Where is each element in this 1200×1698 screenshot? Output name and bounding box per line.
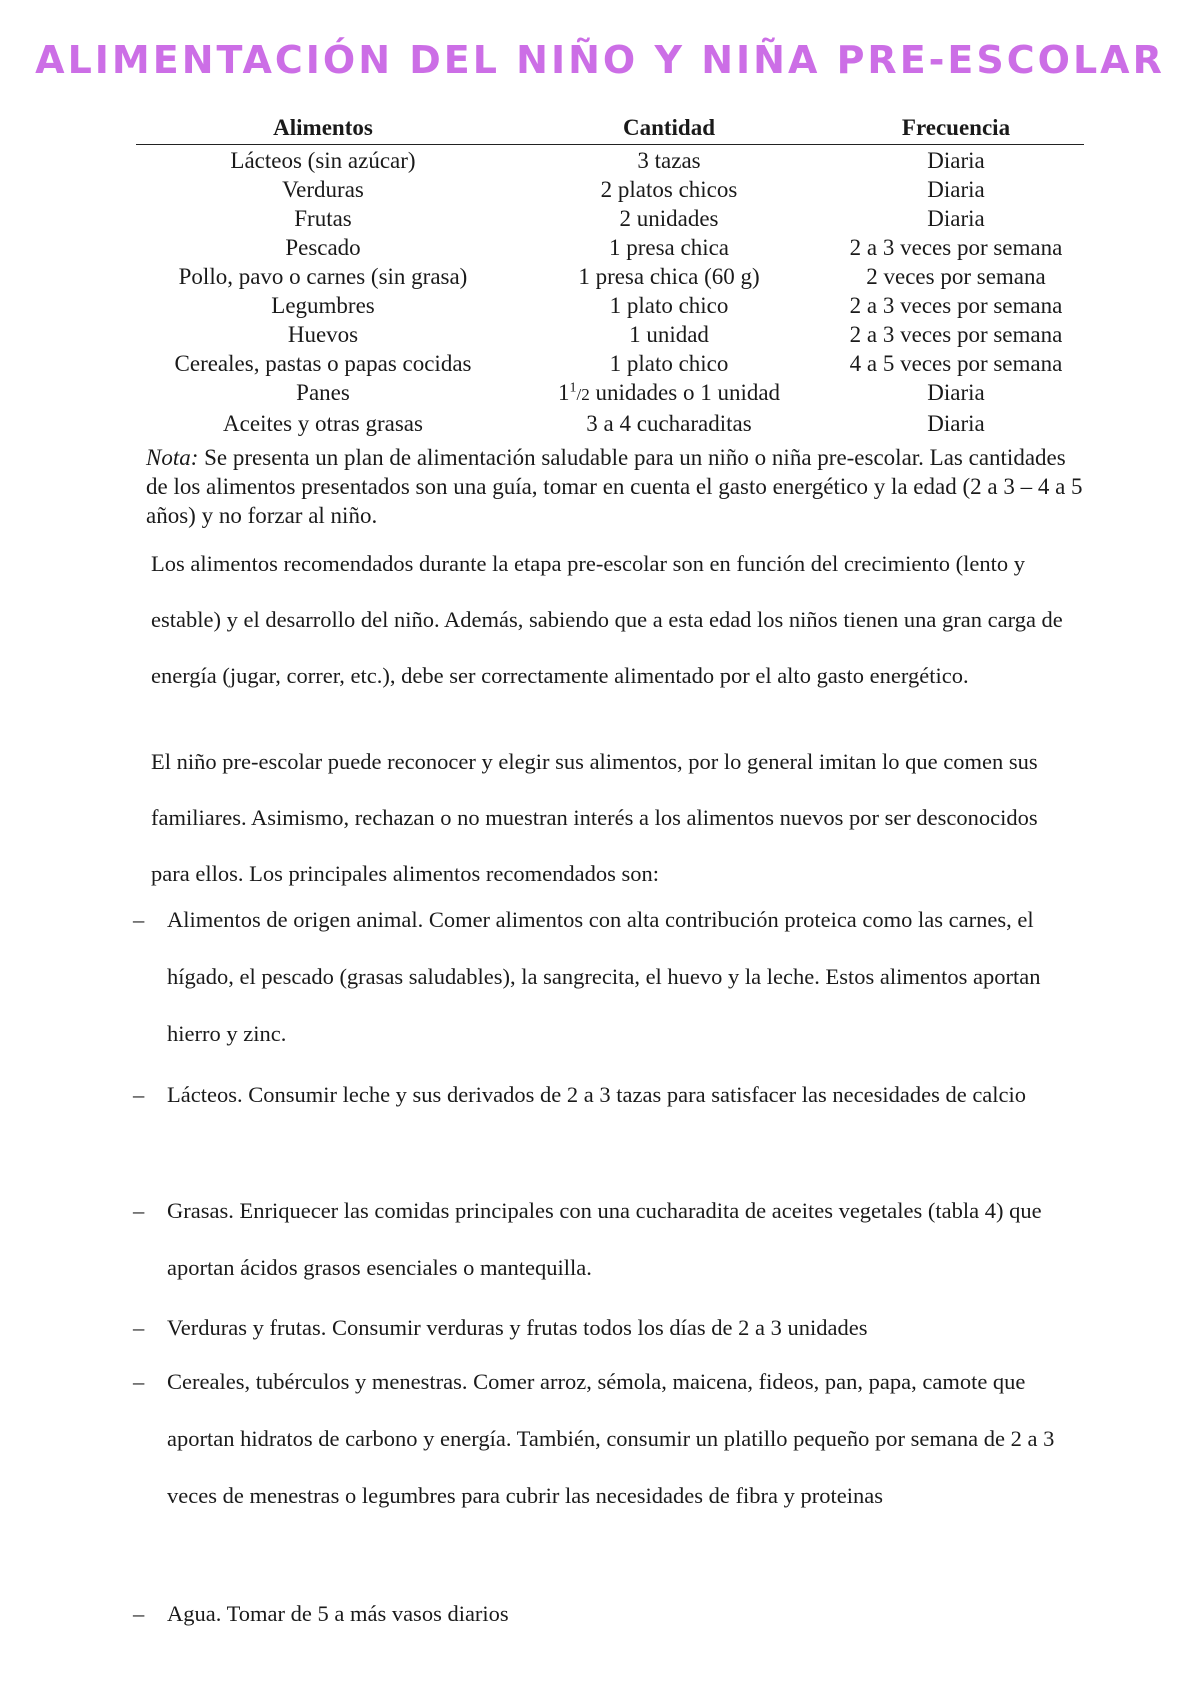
cell-cantidad: 1 presa chica (60 g) [578,264,760,289]
cell-frecuencia: Diaria [927,206,985,231]
cell-alimento: Legumbres [271,293,375,318]
cell-frecuencia: 2 a 3 veces por semana [849,293,1063,318]
list-item-text: Lácteos. Consumir leche y sus derivados de 2 a 3 tazas para satisfacer las necesidades de calcio [167,1082,1027,1107]
note-label: Nota: [146,445,199,470]
cell-frecuencia: Diaria [927,148,985,173]
table-note [146,443,1086,530]
list-item-text: Grasas. Enriquecer las comidas principales con una cucharadita de aceites vegetales (tabla 4) que aportan ácidos grasos esenciales o mantequilla. [167,1198,1042,1280]
food-table [136,113,1084,438]
cell-cantidad: 3 a 4 cucharaditas [586,411,752,436]
bullet-dash: – [133,1198,145,1223]
cell-frecuencia: Diaria [927,380,985,405]
cell-alimento: Panes [296,380,350,405]
cell-alimento: Verduras [282,177,364,202]
panes-fraction-numerator: 1 [569,380,577,396]
list-item [133,1182,1083,1296]
cell-frecuencia: 2 a 3 veces por semana [849,322,1063,347]
cell-cantidad: 2 unidades [619,206,719,231]
cell-cantidad: 1 plato chico [609,293,729,318]
note-text: Se presenta un plan de alimentación saludable para un niño o niña pre-escolar. Las cantidades de los alimentos presentados son una guía, tomar en cuenta el gasto energético y la edad (2 a 3 – 4 a 5 años) y no forzar al niño. [146,445,1083,528]
table-row [136,204,1084,233]
list-item-text: Cereales, tubérculos y menestras. Comer arroz, sémola, maicena, fideos, pan, papa, camote que aportan hidratos de carbono y energía. También, consumir un platillo pequeño por semana de 2 a 3 veces de menestras o legumbres para cubrir las necesidades de fibra y proteinas [167,1369,1055,1508]
bullet-dash: – [133,907,145,932]
list-item-text: Alimentos de origen animal. Comer alimentos con alta contribución proteica como las carnes, el hígado, el pescado (grasas saludables), la sangrecita, el huevo y la leche. Estos alimentos aportan hierro y zinc. [167,907,1041,1046]
table-row [136,378,1084,409]
cell-cantidad: 1 plato chico [609,351,729,376]
table-row [136,291,1084,320]
list-item [133,1066,1083,1123]
table-row [136,409,1084,438]
cell-frecuencia: 4 a 5 veces por semana [849,351,1063,376]
cell-cantidad: 3 tazas [637,148,701,173]
cell-frecuencia: 2 veces por semana [866,264,1046,289]
table-row [136,320,1084,349]
cell-frecuencia: Diaria [927,411,985,436]
cell-alimento: Pollo, pavo o carnes (sin grasa) [178,264,468,289]
fraction-slash: / [576,385,582,404]
table-row [136,262,1084,291]
cell-alimento: Huevos [287,322,359,347]
panes-rest: unidades o 1 unidad [589,380,781,405]
cell-alimento: Aceites y otras grasas [223,411,423,436]
cell-alimento: Cereales, pastas o papas cocidas [174,351,472,376]
table-row [136,146,1084,175]
bullet-dash: – [133,1601,145,1626]
cell-cantidad: 1 unidad [629,322,709,347]
table-row [136,349,1084,378]
list-item [133,891,1083,1062]
table-row [136,233,1084,262]
list-item-text: Verduras y frutas. Consumir verduras y frutas todos los días de 2 a 3 unidades [167,1315,868,1340]
table-header [136,113,1084,145]
cell-frecuencia: Diaria [927,177,985,202]
cell-frecuencia: 2 a 3 veces por semana [849,235,1063,260]
cell-cantidad: 2 platos chicos [600,177,738,202]
intro-paragraph: Los alimentos recomendados durante la etapa pre-escolar son en función del crecimiento (lento y estable) y el desarrollo del niño. Además, sabiendo que a esta edad los niños tienen una gran carga de energía (jugar, correr, etc.), debe ser correctamente alimentado por el alto gasto energético. [151,551,1063,688]
header-alimentos: Alimentos [273,115,373,140]
panes-whole: 1 [557,380,570,405]
cell-alimento: Lácteos (sin azúcar) [230,148,416,173]
page-title: ALIMENTACIÓN DEL NIÑO Y NIÑA PRE-ESCOLAR [35,38,1165,82]
list-item [133,1353,1083,1524]
list-item [133,1585,1083,1642]
panes-fraction-denominator: 2 [581,385,590,404]
second-paragraph: El niño pre-escolar puede reconocer y elegir sus alimentos, por lo general imitan lo que comen sus familiares. Asimismo, rechazan o no muestran interés a los alimentos nuevos por ser desconocidos para ellos. Los principales alimentos recomendados son: [151,749,1038,886]
bullet-dash: – [133,1082,145,1107]
cell-alimento: Pescado [285,235,361,260]
header-frecuencia: Frecuencia [901,115,1011,140]
header-cantidad: Cantidad [622,115,716,140]
bullet-dash: – [133,1369,145,1394]
bullet-dash: – [133,1315,145,1340]
list-item-text: Agua. Tomar de 5 a más vasos diarios [167,1601,509,1626]
table-row [136,175,1084,204]
cell-cantidad-panes [510,378,828,409]
list-item [133,1299,1083,1356]
cell-alimento: Frutas [294,206,352,231]
cell-cantidad: 1 presa chica [608,235,730,260]
